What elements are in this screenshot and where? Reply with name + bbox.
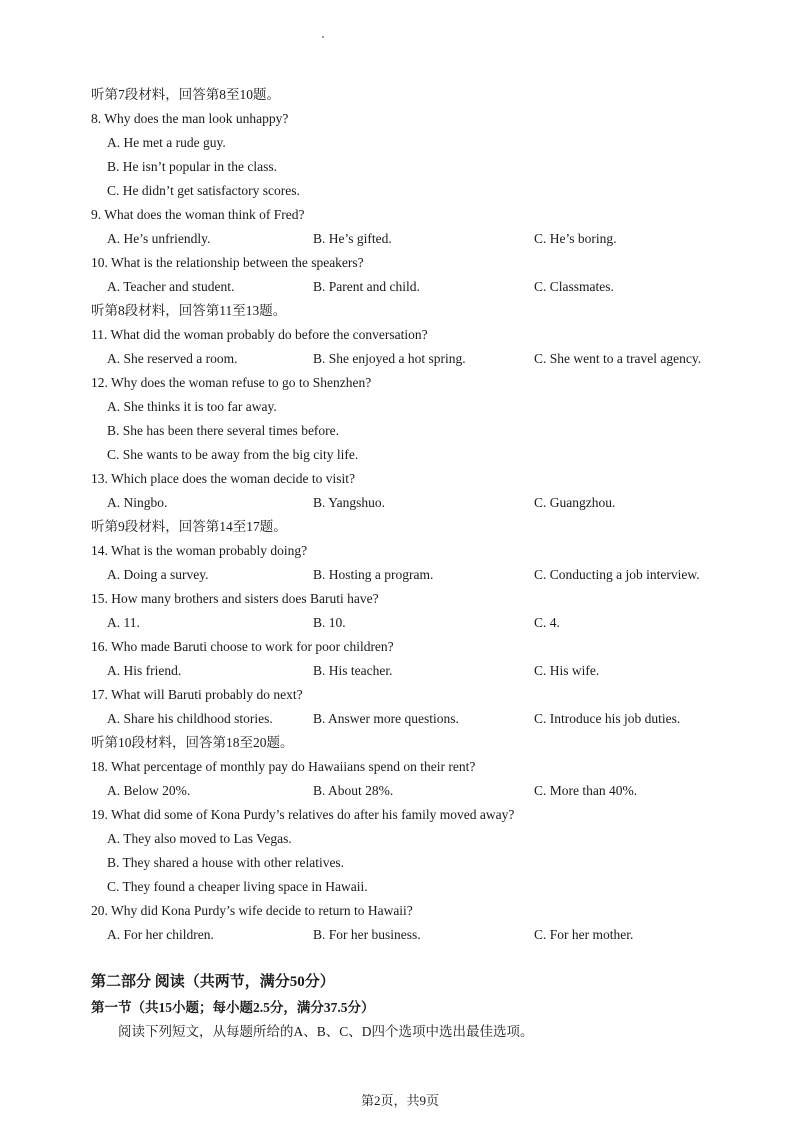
question-stem: 20. Why did Kona Purdy’s wife decide to return to Hawaii? — [91, 903, 413, 918]
option-c: C. His wife. — [534, 663, 600, 678]
question-stem: 14. What is the woman probably doing? — [91, 543, 308, 558]
option-b: B. About 28%. — [313, 783, 394, 798]
option-b: B. He’s gifted. — [313, 231, 392, 246]
question-stem: 16. Who made Baruti choose to work for poor children? — [91, 639, 394, 654]
option-b: B. She has been there several times before. — [107, 423, 340, 438]
question-stem: 10. What is the relationship between the speakers? — [91, 255, 364, 270]
section-heading: 听第10段材料，回答第18至20题。 — [91, 735, 294, 750]
option-a: A. For her children. — [107, 927, 214, 942]
option-c: C. She went to a travel agency. — [534, 351, 702, 366]
option-a: A. 11. — [107, 615, 140, 630]
option-b: B. Answer more questions. — [313, 711, 459, 726]
question-stem: 19. What did some of Kona Purdy’s relatives do after his family moved away? — [91, 807, 515, 822]
option-a: A. He met a rude guy. — [107, 135, 226, 150]
question-stem: 8. Why does the man look unhappy? — [91, 111, 289, 126]
question-stem: 9. What does the woman think of Fred? — [91, 207, 305, 222]
option-a: A. Share his childhood stories. — [107, 711, 273, 726]
section-heading: 听第7段材料，回答第8至10题。 — [91, 87, 280, 102]
option-a: A. Ningbo. — [107, 495, 168, 510]
page-footer: 第2页，共9页 — [360, 1093, 439, 1108]
option-b: B. Yangshuo. — [313, 495, 386, 510]
option-b: B. Hosting a program. — [313, 567, 434, 582]
option-c: C. 4. — [534, 615, 560, 630]
option-b: B. Parent and child. — [313, 279, 420, 294]
option-c: C. Conducting a job interview. — [534, 567, 700, 582]
section-heading: 听第9段材料，回答第14至17题。 — [91, 519, 287, 534]
option-c: C. She wants to be away from the big city life. — [107, 447, 359, 462]
option-b: B. 10. — [313, 615, 346, 630]
option-a: A. His friend. — [107, 663, 182, 678]
option-a: A. She reserved a room. — [107, 351, 238, 366]
question-stem: 15. How many brothers and sisters does Baruti have? — [91, 591, 379, 606]
option-c: C. He’s boring. — [534, 231, 617, 246]
option-a: A. He’s unfriendly. — [107, 231, 211, 246]
section-heading: 听第8段材料，回答第11至13题。 — [91, 303, 287, 318]
question-stem: 12. Why does the woman refuse to go to Shenzhen? — [91, 375, 372, 390]
option-c: C. Classmates. — [534, 279, 614, 294]
option-c: C. They found a cheaper living space in Hawaii. — [107, 879, 368, 894]
question-stem: 17. What will Baruti probably do next? — [91, 687, 303, 702]
option-c: C. He didn’t get satisfactory scores. — [107, 183, 300, 198]
question-stem: 11. What did the woman probably do before the conversation? — [91, 327, 428, 342]
question-stem: 13. Which place does the woman decide to visit? — [91, 471, 356, 486]
option-b: B. His teacher. — [313, 663, 393, 678]
option-c: C. For her mother. — [534, 927, 634, 942]
option-b: B. They shared a house with other relatives. — [107, 855, 345, 870]
part-two-heading: 第二部分 阅读（共两节，满分50分） — [91, 974, 335, 990]
option-a: A. Below 20%. — [107, 783, 191, 798]
option-c: C. Guangzhou. — [534, 495, 616, 510]
option-a: A. She thinks it is too far away. — [107, 399, 277, 414]
scan-speck — [322, 36, 324, 38]
option-a: A. Doing a survey. — [107, 567, 209, 582]
option-b: B. For her business. — [313, 927, 421, 942]
option-b: B. He isn’t popular in the class. — [107, 159, 277, 174]
option-a: A. They also moved to Las Vegas. — [107, 831, 292, 846]
option-a: A. Teacher and student. — [107, 279, 235, 294]
option-c: C. More than 40%. — [534, 783, 638, 798]
question-stem: 18. What percentage of monthly pay do Hawaiians spend on their rent? — [91, 759, 476, 774]
section-one-heading: 第一节（共15小题；每小题2.5分，满分37.5分） — [91, 1000, 375, 1015]
reading-instructions: 阅读下列短文，从每题所给的A、B、C、D四个选项中选出最佳选项。 — [118, 1024, 534, 1039]
option-c: C. Introduce his job duties. — [534, 711, 681, 726]
option-b: B. She enjoyed a hot spring. — [313, 351, 466, 366]
